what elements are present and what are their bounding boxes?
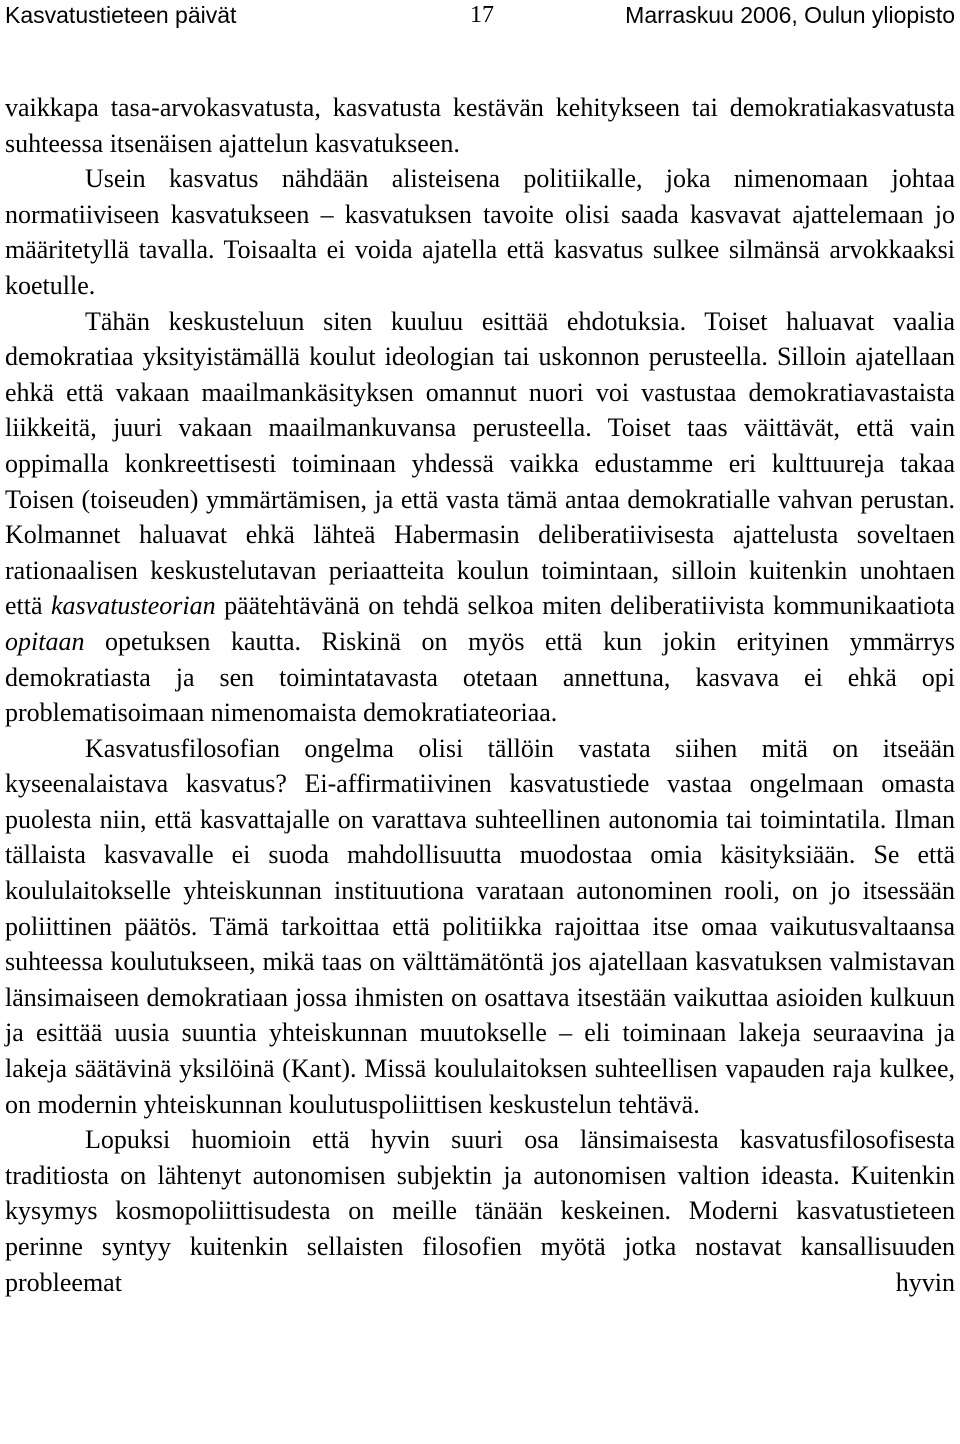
text-run: Tähän keskusteluun siten kuuluu esittää ehdotuksia. Toiset haluavat vaalia demokratiaa yksityistämällä koulut ideologian tai uskonnon perusteella. Silloin ajatellaan ehkä että vakaan maailmankäsityksen omannut nuori voi vastustaa demokratiavastaista liikkeitä, juuri vakaan maailmankuvansa perusteella. Toiset taas väittävät, että vain oppimalla konkreettisesti toiminaan yhdessä vaikka edustamme eri kulttuureja takaa Toisen (toiseuden) ymmärtämisen, ja että vasta tämä antaa demokratialle vahvan perustan. Kolmannet haluavat ehkä lähteä Habermasin deliberatiivisesta ajattelusta soveltaen rationaalisen keskustelutavan periaatteita koulun toimintaan, silloin kuitenkin unohtaen että	[5, 306, 955, 621]
paragraph	[5, 1122, 955, 1300]
body-text	[5, 90, 955, 1300]
text-run: vaikkapa tasa-arvokasvatusta, kasvatusta kestävän kehitykseen tai demokratiakasvatusta suhteessa itsenäisen ajattelun kasvatukseen.	[5, 93, 955, 158]
paragraph	[5, 731, 955, 1123]
paragraph	[5, 161, 955, 303]
text-run: opetuksen kautta. Riskinä on myös että kun jokin erityinen ymmärrys demokratiasta ja sen toimintatavasta otetaan annettuna, kasvava ei ehkä opi problematisoimaan nimenomaista demokratiateoriaa.	[5, 626, 955, 728]
text-run: Lopuksi huomioin että hyvin suuri osa länsimaisesta kasvatusfilosofisesta traditiosta on lähtenyt autonomisen subjektin ja autonomisen valtion ideasta. Kuitenkin kysymys kosmopoliittisudesta on meille tänään keskeinen. Moderni kasvatustieteen perinne syntyy kuitenkin sellaisten filosofien myötä jotka nostavat kansallisuuden probleemat hyvin	[5, 1125, 955, 1297]
page-number: 17	[470, 2, 494, 28]
text-run: päätehtävänä on tehdä selkoa miten deliberatiivista kommunikaatiota	[215, 591, 955, 621]
paragraph	[5, 90, 955, 161]
emphasis-text: kasvatusteorian	[51, 591, 216, 621]
page-header	[5, 0, 955, 32]
paragraph	[5, 304, 955, 731]
conference-title: Kasvatustieteen päivät	[5, 2, 237, 28]
text-run: Kasvatusfilosofian ongelma olisi tällöin vastata siihen mitä on itseään kyseenalaistava kasvatus? Ei-affirmatiivinen kasvatustiede vastaa ongelmaan omasta puolesta niin, että kasvattajalle on varattava suhteellinen autonomia tai toimintatila. Ilman tällaista kasvavalle ei suoda mahdollisuutta muodostaa omia käsityksiään. Se että koululaitokselle yhteiskunnan instituutiona varataan autonominen rooli, on jo itsessään poliittinen päätös. Tämä tarkoittaa että politiikka rajoittaa itse omaa vaikutusvaltaansa suhteessa koulutukseen, mikä taas on välttämätöntä jos ajatellaan kasvatuksen valmistavan länsimaiseen demokratiaan jossa ihmisten on osattava itsestään vaikuttaa asioiden kulkuun ja esittää uusia suuntia yhteiskunnan muutokselle – eli toiminaan lakeja seuraavina ja lakeja säätävinä yksilöinä (Kant). Missä koululaitoksen suhteellisen vapauden raja kulkee, on modernin yhteiskunnan koulutuspoliittisen keskustelun tehtävä.	[5, 733, 955, 1119]
text-run: Usein kasvatus nähdään alisteisena politiikalle, joka nimenomaan johtaa normatiiviseen kasvatukseen – kasvatuksen tavoite olisi saada kasvavat ajattelemaan jo määritetyllä tavalla. Toisaalta ei voida ajatella että kasvatus sulkee silmänsä arvokkaaksi koetulle.	[5, 164, 955, 300]
emphasis-text: opitaan	[5, 626, 85, 656]
conference-date-location: Marraskuu 2006, Oulun yliopisto	[625, 2, 955, 28]
